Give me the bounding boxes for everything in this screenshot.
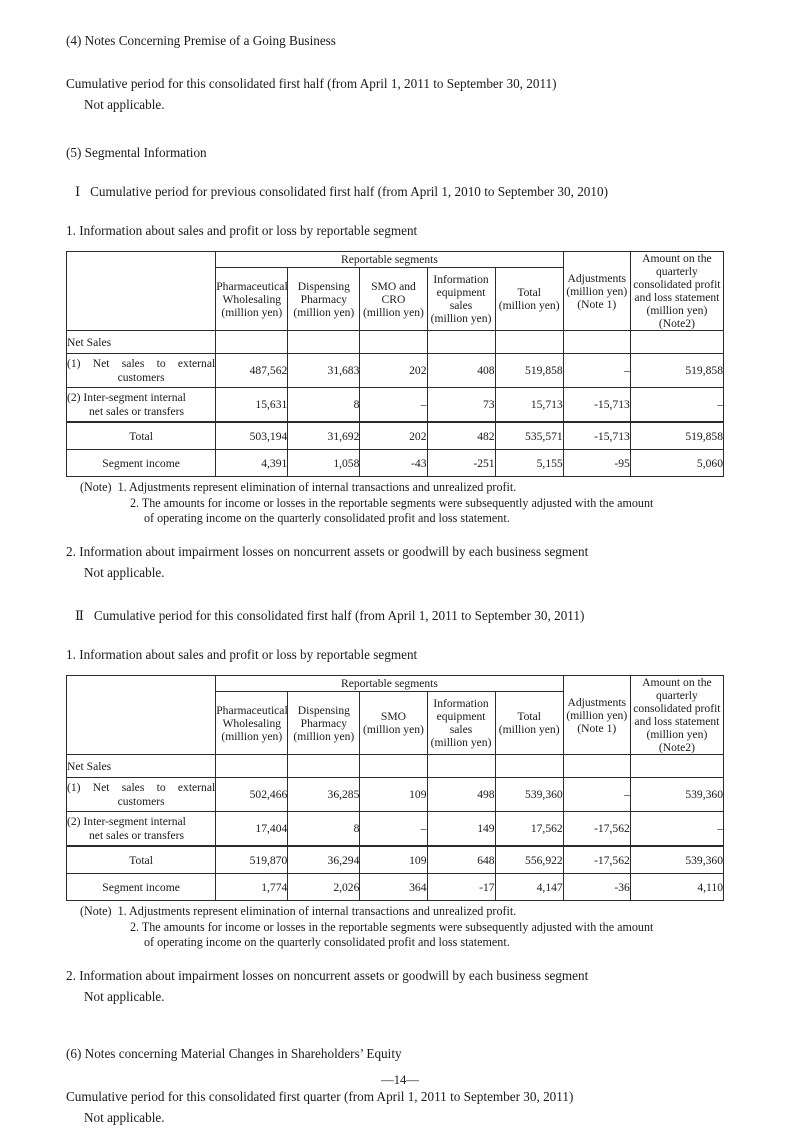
table2-row3-label: Total (67, 846, 216, 874)
table2-group-row (67, 676, 724, 692)
table2-r3-c5: -17,562 (563, 846, 630, 874)
section-6-heading: (6) Notes concerning Material Changes in Shareholders’ Equity (66, 1046, 402, 1062)
table-row (67, 846, 724, 874)
table1-col-smo-l3: (million yen) (363, 305, 424, 319)
part-one-period (66, 185, 734, 198)
table1-r1-c6: 519,858 (630, 354, 723, 388)
table2-col-amount-l3: consolidated profit (633, 702, 721, 716)
table2-header (67, 676, 724, 755)
table1-note-line2: 2. The amounts for income or losses in the reportable segments were subsequently adjusted with the amount (130, 495, 654, 510)
table2-col-information-l3: sales (449, 723, 473, 737)
table1-col-pharmaceutical-l3: (million yen) (221, 305, 283, 319)
table1-col-information (427, 268, 495, 331)
table1-col-pharmaceutical-l2: Wholesaling (222, 292, 282, 306)
table2-r4-c0: 1,774 (216, 874, 288, 901)
table2-r2-c5: -17,562 (563, 812, 630, 847)
table1-r2-c5: -15,713 (563, 388, 630, 423)
table2-row2-label (67, 812, 216, 847)
table1-r3-c3: 482 (427, 422, 495, 450)
table2-r3-c0: 519,870 (216, 846, 288, 874)
table2-col-adjustments-l2: (million yen) (566, 708, 628, 722)
table2-col-adjustments-l1: Adjustments (567, 695, 627, 709)
table2-col-adjustments-l3: (Note 1) (577, 721, 617, 735)
table2-r2-c2: – (360, 812, 427, 847)
table-row (67, 354, 724, 388)
table1-r0-c0 (216, 331, 288, 354)
table2-note-line1 (72, 904, 734, 919)
table1-col-dispensing-l3: (million yen) (293, 305, 355, 319)
table1-row0-label: Net Sales (67, 331, 216, 354)
table1-r2-c2: – (360, 388, 427, 423)
part-two-item1-heading: 1. Information about sales and profit or loss by reportable segment (66, 647, 418, 663)
table1-col-total-l1: Total (517, 286, 541, 300)
table2-r3-c3: 648 (427, 846, 495, 874)
section-4-period: Cumulative period for this consolidated first half (from April 1, 2011 to September 30, 2011) (66, 76, 557, 92)
table2-r4-c5: -36 (563, 874, 630, 901)
table-row (67, 812, 724, 847)
section-5-heading: (5) Segmental Information (66, 144, 207, 160)
table2-body (67, 755, 724, 901)
table2-col-smo-l2: (million yen) (363, 723, 424, 737)
table1-col-dispensing-l1: Dispensing (297, 279, 350, 293)
table2-notes (66, 904, 734, 950)
table2-note-label: (Note) (80, 904, 112, 919)
table1-r2-c4: 15,713 (495, 388, 563, 423)
table2-r1-c3: 498 (427, 778, 495, 812)
table1-col-amount-l6: (Note2) (658, 317, 695, 331)
table2-row1-label-l2: customers (117, 794, 165, 808)
table1-col-amount (630, 252, 723, 331)
table2-r4-c1: 2,026 (288, 874, 360, 901)
table1-col-total (495, 268, 563, 331)
table2-r3-c2: 109 (360, 846, 427, 874)
table1-note-line1 (72, 480, 734, 495)
table2-note-line2: 2. The amounts for income or losses in the reportable segments were subsequently adjusted with the amount (130, 919, 654, 934)
table1-row2-label-l2: net sales or transfers (89, 404, 184, 418)
table1-col-information-l3: sales (449, 299, 473, 313)
part-two-roman: Ⅱ (75, 607, 84, 623)
table2-row2-label-l1: (2) Inter-segment internal (67, 815, 186, 829)
table2-col-smo-l1: SMO (380, 710, 407, 724)
table2-col-amount-l4: and loss statement (634, 715, 720, 729)
table2-col-amount-l5: (million yen) (646, 728, 708, 742)
table1-r4-c2: -43 (360, 450, 427, 477)
table1-col-dispensing (288, 268, 360, 331)
table2-group-header: Reportable segments (216, 676, 564, 692)
table2-r2-c4: 17,562 (495, 812, 563, 847)
table2-r1-c0: 502,466 (216, 778, 288, 812)
table2-col-information-l4: (million yen) (430, 736, 492, 750)
table1-r0-c4 (495, 331, 563, 354)
table2-note-line3: of operating income on the quarterly consolidated profit and loss statement. (144, 935, 510, 950)
table2-r4-c6: 4,110 (630, 874, 723, 901)
table1-row4-label: Segment income (67, 450, 216, 477)
table2-col-dispensing (288, 692, 360, 755)
table1-col-pharmaceutical (216, 268, 288, 331)
table-row (67, 450, 724, 477)
table2-col-amount-l6: (Note2) (658, 741, 695, 755)
table1-note-text1: 1. Adjustments represent elimination of internal transactions and unrealized profit. (117, 480, 517, 495)
table2-r0-c0 (216, 755, 288, 778)
table-row (67, 388, 724, 423)
table1-r3-c6: 519,858 (630, 422, 723, 450)
table2-row4-label: Segment income (67, 874, 216, 901)
table2-col-smo (360, 692, 427, 755)
table1-r2-c1: 8 (288, 388, 360, 423)
segment-table-previous-period (66, 251, 724, 477)
table1-r2-c6: – (630, 388, 723, 423)
section-6-period: Cumulative period for this consolidated first quarter (from April 1, 2011 to September 30, 2011) (66, 1089, 574, 1105)
table1-r1-c4: 519,858 (495, 354, 563, 388)
table2-col-dispensing-l3: (million yen) (293, 729, 355, 743)
table2-r1-c6: 539,360 (630, 778, 723, 812)
table2-r2-c6: – (630, 812, 723, 847)
table2-r3-c1: 36,294 (288, 846, 360, 874)
table1-col-total-l2: (million yen) (498, 299, 560, 313)
table1-row1-label (67, 354, 216, 388)
table1-r4-c1: 1,058 (288, 450, 360, 477)
table1-col-information-l4: (million yen) (430, 312, 492, 326)
table2-col-total (495, 692, 563, 755)
table1-r1-c2: 202 (360, 354, 427, 388)
table2-corner-cell (67, 676, 216, 755)
table1-row2-label (67, 388, 216, 423)
table1-r3-c0: 503,194 (216, 422, 288, 450)
table2-r1-c5: – (563, 778, 630, 812)
table1-col-information-l1: Information (433, 273, 489, 287)
table2-row1-label-l1: (1) Net sales to external (67, 781, 216, 795)
table1-col-amount-l2: quarterly (655, 265, 698, 279)
table1-col-smo (360, 268, 427, 331)
table2-r4-c4: 4,147 (495, 874, 563, 901)
table1-col-adjustments (563, 252, 630, 331)
table2-r3-c4: 556,922 (495, 846, 563, 874)
table1-col-adjustments-l3: (Note 1) (577, 297, 617, 311)
table1-row1-label-l2: customers (117, 370, 165, 384)
table1-r1-c1: 31,683 (288, 354, 360, 388)
table1-row2-label-l1: (2) Inter-segment internal (67, 391, 186, 405)
table2-col-dispensing-l2: Pharmacy (300, 716, 348, 730)
table2-r1-c2: 109 (360, 778, 427, 812)
table2-r1-c4: 539,360 (495, 778, 563, 812)
table1-col-information-l2: equipment (436, 286, 486, 300)
table1-r3-c1: 31,692 (288, 422, 360, 450)
table1-r0-c2 (360, 331, 427, 354)
table-row (67, 874, 724, 901)
table2-col-pharmaceutical-l1: Pharmaceutical (216, 703, 288, 717)
page-number: —14— (381, 1073, 419, 1087)
table1-r4-c6: 5,060 (630, 450, 723, 477)
table1-r0-c3 (427, 331, 495, 354)
table1-col-amount-l1: Amount on the (642, 252, 712, 266)
part-two-period (66, 609, 734, 622)
table2-col-amount-l1: Amount on the (642, 676, 712, 690)
table1-r0-c5 (563, 331, 630, 354)
table1-r4-c3: -251 (427, 450, 495, 477)
table1-group-row (67, 252, 724, 268)
table2-r4-c2: 364 (360, 874, 427, 901)
part-two-item2-not-applicable: Not applicable. (84, 988, 165, 1004)
table1-row1-label-l1: (1) Net sales to external (67, 357, 216, 371)
table1-r2-c0: 15,631 (216, 388, 288, 423)
table1-header (67, 252, 724, 331)
table1-r3-c5: -15,713 (563, 422, 630, 450)
table2-r1-c1: 36,285 (288, 778, 360, 812)
table2-row1-label (67, 778, 216, 812)
table1-col-amount-l3: consolidated profit (633, 278, 721, 292)
segment-table-current-period (66, 675, 724, 901)
table2-r0-c3 (427, 755, 495, 778)
table2-col-pharmaceutical-l3: (million yen) (221, 729, 283, 743)
table2-col-information-l1: Information (433, 697, 489, 711)
table-row (67, 778, 724, 812)
table2-col-information (427, 692, 495, 755)
table1-col-amount-l4: and loss statement (634, 291, 720, 305)
table1-col-adjustments-l1: Adjustments (567, 271, 627, 285)
table1-r4-c0: 4,391 (216, 450, 288, 477)
page-content (66, 34, 734, 1125)
part-one-item2-not-applicable: Not applicable. (84, 564, 165, 580)
table1-row3-label: Total (67, 422, 216, 450)
table1-col-amount-l5: (million yen) (646, 304, 708, 318)
table1-r1-c0: 487,562 (216, 354, 288, 388)
table2-col-amount-l2: quarterly (655, 689, 698, 703)
part-two-period-text: Cumulative period for this consolidated first half (from April 1, 2011 to September 30, 2011) (93, 607, 585, 623)
section-4-not-applicable: Not applicable. (84, 97, 165, 113)
table2-col-information-l2: equipment (436, 710, 486, 724)
table2-col-pharmaceutical-l2: Wholesaling (222, 716, 282, 730)
table2-row2-label-l2: net sales or transfers (89, 828, 184, 842)
table2-note-text1: 1. Adjustments represent elimination of internal transactions and unrealized profit. (117, 904, 517, 919)
table1-r4-c5: -95 (563, 450, 630, 477)
section-4-heading: (4) Notes Concerning Premise of a Going Business (66, 33, 336, 48)
table-row (67, 331, 724, 354)
table2-col-pharmaceutical (216, 692, 288, 755)
table2-col-adjustments (563, 676, 630, 755)
part-one-item2-heading: 2. Information about impairment losses on noncurrent assets or goodwill by each business segment (66, 543, 589, 559)
table2-col-total-l1: Total (517, 710, 541, 724)
table2-r0-c5 (563, 755, 630, 778)
section-6-not-applicable: Not applicable. (84, 1110, 165, 1126)
part-one-period-text: Cumulative period for previous consolidated first half (from April 1, 2010 to September 30, 2010) (90, 183, 608, 199)
table2-r0-c6 (630, 755, 723, 778)
table2-r2-c1: 8 (288, 812, 360, 847)
table2-r2-c0: 17,404 (216, 812, 288, 847)
table1-col-adjustments-l2: (million yen) (566, 284, 628, 298)
table1-corner-cell (67, 252, 216, 331)
part-one-roman: Ⅰ (75, 183, 81, 199)
table1-note-line3: of operating income on the quarterly consolidated profit and loss statement. (144, 511, 510, 526)
table1-col-smo-l1: SMO and (371, 279, 416, 293)
table2-r3-c6: 539,360 (630, 846, 723, 874)
table1-r2-c3: 73 (427, 388, 495, 423)
table1-group-header: Reportable segments (216, 252, 564, 268)
table2-row0-label: Net Sales (67, 755, 216, 778)
table2-col-dispensing-l1: Dispensing (297, 703, 350, 717)
table2-r0-c4 (495, 755, 563, 778)
table1-note-label: (Note) (80, 480, 112, 495)
table-row (67, 755, 724, 778)
table2-r0-c2 (360, 755, 427, 778)
table1-col-dispensing-l2: Pharmacy (300, 292, 348, 306)
part-two-item2-heading: 2. Information about impairment losses on noncurrent assets or goodwill by each business segment (66, 967, 589, 983)
table1-col-pharmaceutical-l1: Pharmaceutical (216, 279, 288, 293)
table2-r2-c3: 149 (427, 812, 495, 847)
table1-r4-c4: 5,155 (495, 450, 563, 477)
table2-r4-c3: -17 (427, 874, 495, 901)
part-one-item1-heading: 1. Information about sales and profit or loss by reportable segment (66, 223, 418, 239)
table1-r0-c1 (288, 331, 360, 354)
table1-r0-c6 (630, 331, 723, 354)
table1-r1-c5: – (563, 354, 630, 388)
table1-col-smo-l2: CRO (381, 292, 406, 306)
table1-r3-c4: 535,571 (495, 422, 563, 450)
table2-col-total-l2: (million yen) (498, 723, 560, 737)
table1-r1-c3: 408 (427, 354, 495, 388)
table1-body (67, 331, 724, 477)
table1-notes (66, 480, 734, 526)
table1-r3-c2: 202 (360, 422, 427, 450)
table2-r0-c1 (288, 755, 360, 778)
table2-col-amount (630, 676, 723, 755)
table-row (67, 422, 724, 450)
